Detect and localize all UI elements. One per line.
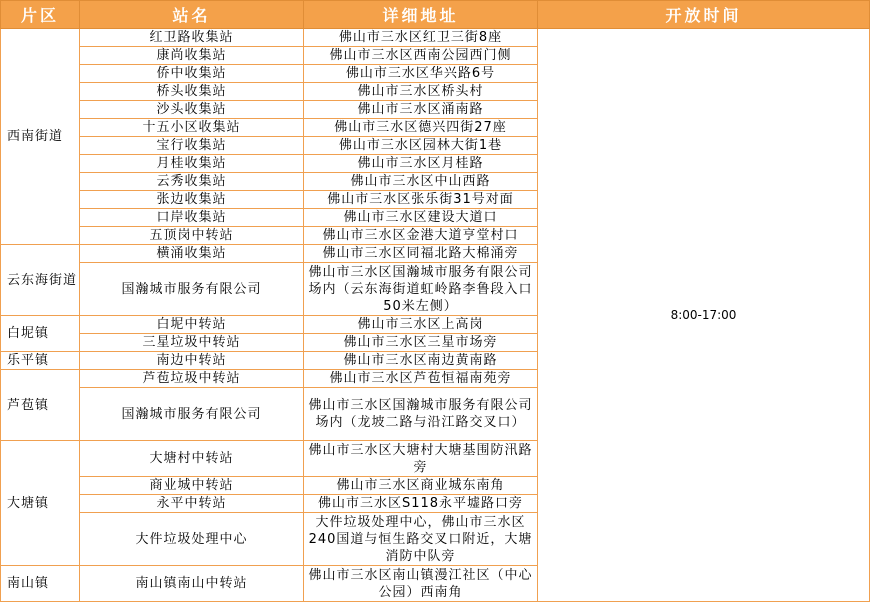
district-cell: 云东海街道 xyxy=(1,245,80,316)
address-cell: 佛山市三水区涌南路 xyxy=(304,101,538,119)
station-name-cell: 永平中转站 xyxy=(80,495,304,513)
station-name-cell: 南边中转站 xyxy=(80,352,304,370)
station-name-cell: 口岸收集站 xyxy=(80,209,304,227)
address-cell: 大件垃圾处理中心，佛山市三水区240国道与恒生路交叉口附近，大塘消防中队旁 xyxy=(304,513,538,566)
station-name-cell: 桥头收集站 xyxy=(80,83,304,101)
address-cell: 佛山市三水区同福北路大棉涌旁 xyxy=(304,245,538,263)
header-address: 详细地址 xyxy=(304,1,538,29)
address-cell: 佛山市三水区国瀚城市服务有限公司场内（云东海街道虹岭路李鲁段入口50米左侧） xyxy=(304,263,538,316)
address-cell: 佛山市三水区德兴四街27座 xyxy=(304,119,538,137)
station-name-cell: 五顶岗中转站 xyxy=(80,227,304,245)
address-cell: 佛山市三水区三星市场旁 xyxy=(304,334,538,352)
address-cell: 佛山市三水区芦苞恒福南苑旁 xyxy=(304,370,538,388)
address-cell: 佛山市三水区红卫三街8座 xyxy=(304,29,538,47)
station-name-cell: 大塘村中转站 xyxy=(80,441,304,477)
station-name-cell: 南山镇南山中转站 xyxy=(80,566,304,602)
district-cell: 南山镇 xyxy=(1,566,80,602)
station-name-cell: 张边收集站 xyxy=(80,191,304,209)
district-cell: 乐平镇 xyxy=(1,352,80,370)
address-cell: 佛山市三水区建设大道口 xyxy=(304,209,538,227)
table-body xyxy=(1,29,870,602)
district-cell: 大塘镇 xyxy=(1,441,80,566)
address-cell: 佛山市三水区南边黄南路 xyxy=(304,352,538,370)
station-name-cell: 白坭中转站 xyxy=(80,316,304,334)
station-name-cell: 横涌收集站 xyxy=(80,245,304,263)
address-cell: 佛山市三水区华兴路6号 xyxy=(304,65,538,83)
address-cell: 佛山市三水区西南公园西门侧 xyxy=(304,47,538,65)
address-cell: 佛山市三水区桥头村 xyxy=(304,83,538,101)
table-header-row xyxy=(1,1,870,29)
header-station: 站名 xyxy=(80,1,304,29)
address-cell: 佛山市三水区商业城东南角 xyxy=(304,477,538,495)
station-name-cell: 侨中收集站 xyxy=(80,65,304,83)
address-cell: 佛山市三水区金港大道亨堂村口 xyxy=(304,227,538,245)
address-cell: 佛山市三水区园林大街1巷 xyxy=(304,137,538,155)
district-cell: 西南街道 xyxy=(1,29,80,245)
address-cell: 佛山市三水区张乐街31号对面 xyxy=(304,191,538,209)
station-name-cell: 大件垃圾处理中心 xyxy=(80,513,304,566)
address-cell: 佛山市三水区上高岗 xyxy=(304,316,538,334)
station-name-cell: 国瀚城市服务有限公司 xyxy=(80,388,304,441)
address-cell: 佛山市三水区南山镇漫江社区（中心公园）西南角 xyxy=(304,566,538,602)
address-cell: 佛山市三水区中山西路 xyxy=(304,173,538,191)
district-cell: 白坭镇 xyxy=(1,316,80,352)
station-name-cell: 云秀收集站 xyxy=(80,173,304,191)
station-name-cell: 红卫路收集站 xyxy=(80,29,304,47)
address-cell: 佛山市三水区S118永平墟路口旁 xyxy=(304,495,538,513)
station-name-cell: 芦苞垃圾中转站 xyxy=(80,370,304,388)
address-cell: 佛山市三水区大塘村大塘基围防汛路旁 xyxy=(304,441,538,477)
station-name-cell: 宝行收集站 xyxy=(80,137,304,155)
station-name-cell: 商业城中转站 xyxy=(80,477,304,495)
station-name-cell: 国瀚城市服务有限公司 xyxy=(80,263,304,316)
opening-hours-cell: 8:00-17:00 xyxy=(538,29,870,602)
header-district: 片区 xyxy=(1,1,80,29)
header-hours: 开放时间 xyxy=(538,1,870,29)
address-cell: 佛山市三水区月桂路 xyxy=(304,155,538,173)
table-row xyxy=(1,29,870,47)
station-name-cell: 月桂收集站 xyxy=(80,155,304,173)
district-cell: 芦苞镇 xyxy=(1,370,80,441)
address-cell: 佛山市三水区国瀚城市服务有限公司场内（龙坡二路与沿江路交叉口） xyxy=(304,388,538,441)
station-name-cell: 十五小区收集站 xyxy=(80,119,304,137)
station-name-cell: 沙头收集站 xyxy=(80,101,304,119)
station-name-cell: 三星垃圾中转站 xyxy=(80,334,304,352)
station-name-cell: 康尚收集站 xyxy=(80,47,304,65)
